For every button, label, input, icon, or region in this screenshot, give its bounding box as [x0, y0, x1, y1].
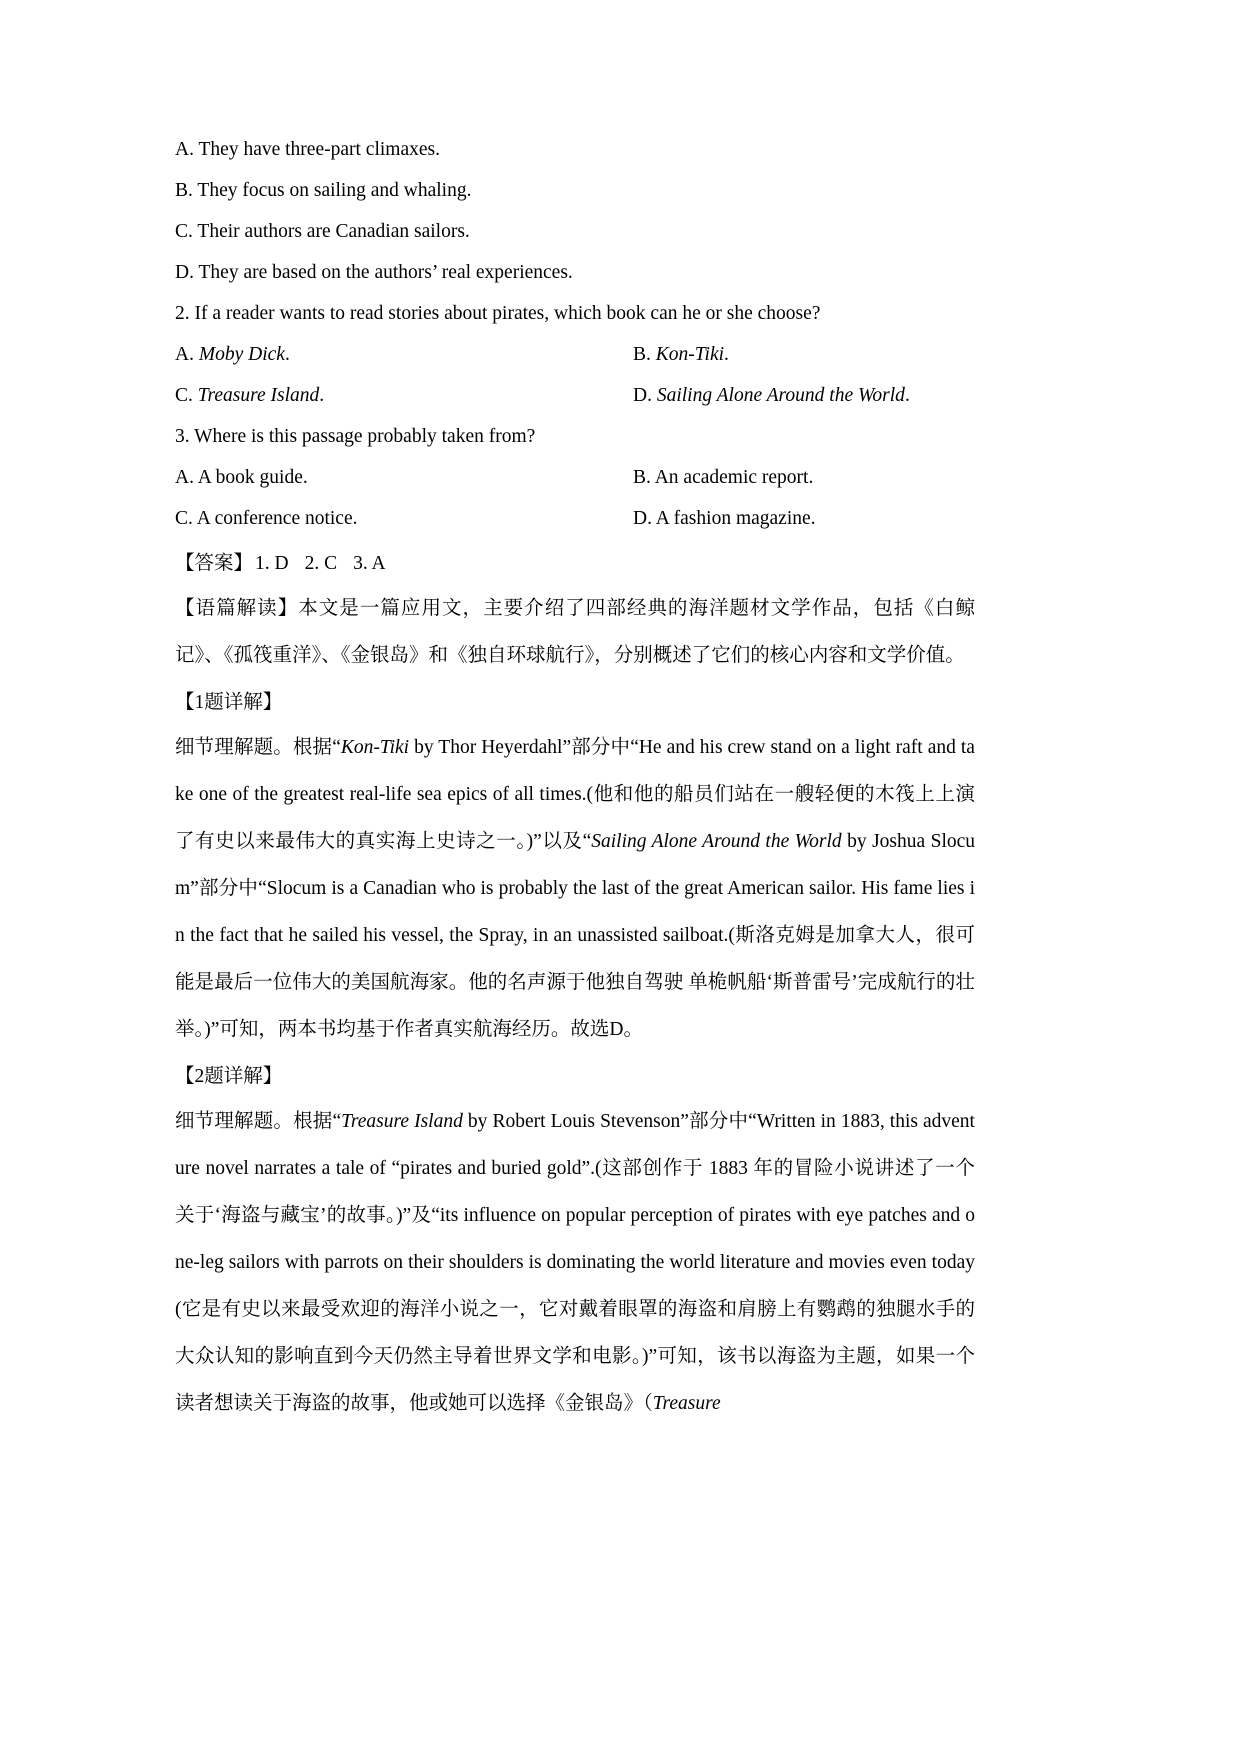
option-text: They are based on the authors’ real experiences. [198, 262, 573, 283]
explain-lead: 细节理解题。根据 [175, 737, 333, 758]
option-letter: D. [175, 262, 194, 283]
option-tail: . [724, 344, 729, 365]
conjunction: 以及 [541, 831, 583, 852]
option-q2-a [175, 335, 633, 375]
title-attribution: by Robert Louis Stevenson” [462, 1111, 689, 1132]
quoted-passage-2: “Slocum is a Canadian who is probably the last of the great American sailor. His fame lies in the fact that he sailed his vessel, the Spray, in an unassisted sailboat.(斯洛克姆是加拿大人，很可能是最后一位伟大的美国航海家。他的名声源于他独自驾驶 单桅帆船‘斯普雷号’完成航行的壮举。)” [175, 878, 975, 1040]
option-letter: A. [175, 344, 194, 365]
answer-item-2: 2. C [304, 553, 338, 574]
question-2-stem: 2. If a reader wants to read stories about pirates, which book can he or she choose? [175, 303, 821, 324]
option-text: They have three-part climaxes. [198, 139, 440, 160]
quoted-passage-1: “He and his crew stand on a light raft and take one of the greatest real-life sea epics of all times.(他和他的船员们站在一艘轻便的木筏上上演了有史以来最伟大的真实海上史诗之一。)” [175, 737, 975, 852]
explanation-2-body [175, 1098, 975, 1427]
explanation-1-body [175, 724, 975, 1053]
book-title: Sailing Alone Around the World [656, 385, 905, 406]
book-title: Treasure Island [341, 1111, 463, 1132]
title-attribution: by Joshua Slocum” [175, 831, 976, 899]
book-title: Treasure Island [197, 385, 320, 406]
explain-lead: 细节理解题。根据 [175, 1111, 333, 1132]
answer-item-1: 1. D [255, 553, 289, 574]
conjunction: 及 [411, 1205, 432, 1226]
title-attribution: by Thor Heyerdahl” [409, 737, 572, 758]
quote-open-2: “ [582, 831, 592, 852]
option-text: A fashion magazine. [655, 508, 816, 529]
passage-analysis-text: 本文是一篇应用文，主要介绍了四部经典的海洋题材文学作品，包括《白鲸记》、《孤筏重洋》、《金银岛》和《独自环球航行》，分别概述了它们的核心内容和文学价值。 [175, 598, 975, 666]
option-text: A conference notice. [196, 508, 358, 529]
option-row-q1-b [175, 171, 975, 211]
option-letter: C. [175, 508, 193, 529]
option-text: A book guide. [197, 467, 308, 488]
answer-key-label: 【答案】 [175, 553, 254, 574]
option-q2-b [633, 335, 975, 375]
question-3-stem: 3. Where is this passage probably taken from? [175, 426, 536, 447]
option-tail: . [904, 385, 910, 406]
passage-analysis-label: 【语篇解读】 [175, 598, 299, 619]
quote-open: “ [332, 1111, 342, 1132]
option-letter: B. [633, 467, 651, 488]
option-row-q1-d [175, 253, 975, 293]
book-title: Kon-Tiki [655, 344, 725, 365]
answer-key-line [175, 545, 975, 583]
option-letter: A. [175, 139, 194, 160]
explanation-2-heading: 【2题详解】 [175, 1066, 283, 1087]
quote-open: “ [332, 737, 341, 758]
explanation-conclusion: 可知，该书以海盗为主题，如果一个读者想读关于海盗的故事，他或她可以选择《金银岛》（ [175, 1346, 975, 1414]
option-q3-d [633, 499, 975, 539]
passage-analysis [175, 585, 975, 679]
page-content [175, 130, 975, 1427]
book-title: Kon-Tiki [340, 737, 410, 758]
quoted-passage-1: “Written in 1883, this adventure novel narrates a tale of “pirates and buried gold”.(这部创作于 1883 年的冒险小说讲述了一个关于‘海盗与藏宝’的故事。)” [175, 1111, 975, 1226]
option-q3-c [175, 499, 633, 539]
option-row-q1-c [175, 212, 975, 252]
option-letter: B. [175, 180, 193, 201]
option-letter: C. [175, 385, 193, 406]
part-label: 部分中 [198, 878, 259, 899]
option-text: An academic report. [654, 467, 814, 488]
question-3-options-row-1 [175, 458, 975, 498]
option-letter: B. [633, 344, 651, 365]
question-2-options-row-1 [175, 335, 975, 375]
option-tail: . [319, 385, 325, 406]
option-row-q1-a [175, 130, 975, 170]
part-label: 部分中 [571, 737, 631, 758]
quoted-passage-2: “its influence on popular perception of pirates with eye patches and one-leg sailors with parrots on their shoulders is dominating the world literature and movies even today(它是有史以来最受欢迎的海洋小说之一，它对戴着眼罩的海盗和肩膀上有鹦鹉的独腿水手的大众认知的影响直到今天仍然主导着世界文学和电影。)” [175, 1205, 975, 1367]
explanation-1-heading: 【1题详解】 [175, 692, 283, 713]
option-q3-a [175, 458, 633, 498]
answer-item-3: 3. A [353, 553, 386, 574]
book-title: Moby Dick [198, 344, 285, 365]
explanation-conclusion: 可知，两本书均基于作者真实航海经历。故选D。 [219, 1019, 643, 1040]
option-letter: C. [175, 221, 193, 242]
option-letter: D. [633, 508, 652, 529]
question-3-options-row-2 [175, 499, 975, 539]
option-letter: A. [175, 467, 194, 488]
book-title: Sailing Alone Around the World [591, 831, 842, 852]
question-2-options-row-2 [175, 376, 975, 416]
book-title-partial: Treasure [652, 1393, 721, 1414]
part-label: 部分中 [688, 1111, 749, 1132]
option-tail: . [284, 344, 290, 365]
option-q3-b [633, 458, 975, 498]
option-letter: D. [633, 385, 652, 406]
option-text: They focus on sailing and whaling. [197, 180, 472, 201]
option-q2-d [633, 376, 975, 416]
option-q2-c [175, 376, 633, 416]
option-text: Their authors are Canadian sailors. [197, 221, 470, 242]
